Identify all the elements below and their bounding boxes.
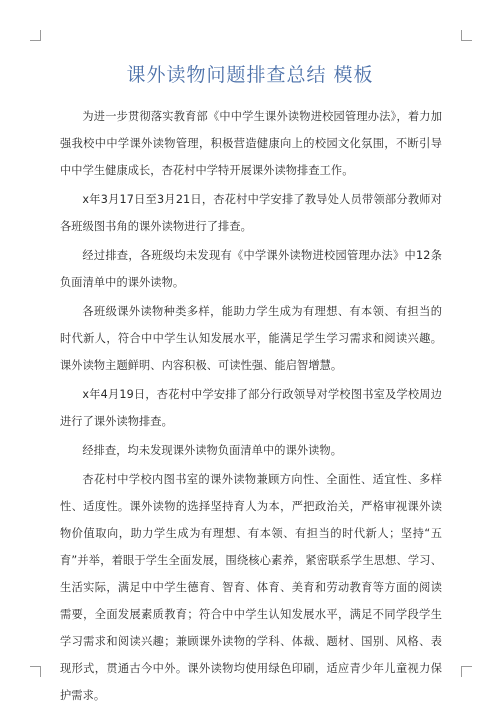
crop-mark-bottom-left [30, 666, 41, 677]
crop-mark-top-left [30, 30, 41, 41]
paragraph-5: x年4月19日，杏花村中学安排了部分行政领导对学校图书室及学校周边进行了课外读物排查。 [60, 388, 442, 428]
paragraph-3: 经过排查，各班级均未发现有《中学课外读物进校园管理办法》中12条负面清单中的课外读物。 [60, 249, 442, 289]
crop-mark-top-right [461, 30, 472, 41]
crop-mark-bottom-right [461, 666, 472, 677]
paragraph-6: 经排查，均未发现课外读物负面清单中的课外读物。 [82, 444, 343, 457]
paragraph-4: 各班级课外读物种类多样，能助力学生成为有理想、有本领、有担当的时代新人，符合中中学生认知发展水平，能满足学生学习需求和阅读兴趣。课外读物主题鲜明、内容积极、可读性强、能启智增慧。 [60, 305, 442, 372]
paragraph-2: x年3月17日至3月21日，杏花村中学安排了教导处人员带领部分教师对各班级图书角的课外读物进行了排查。 [60, 193, 442, 233]
paragraph-1: 为进一步贯彻落实教育部《中中学生课外读物进校园管理办法》，着力加强我校中中学课外读物管理，积极营造健康向上的校园文化氛围，不断引导中中学生健康成长，杏花村中学特开展课外读物排查工作。 [60, 110, 442, 177]
document-body [60, 103, 442, 711]
paragraph-7: 杏花村中学校内图书室的课外读物兼顾方向性、全面性、适宜性、多样性、适度性。课外读物的选择坚持育人为本，严把政治关，严格审视课外读物价值取向，助力学生成为有理想、有本领、有担当的时代新人；坚持“五育”并举，着眼于学生全面发展，围绕核心素养，紧密联系学生思想、学习、生活实际，满足中中学生德育、智育、体育、美育和劳动教育等方面的阅读需要，全面发展素质教育；符合中中学生认知发展水平，满足不同学段学生学习需求和阅读兴趣；兼顾课外读物的学科、体裁、题材、国别、风格、表现形式，贯通古今中外。课外读物均使用绿色印刷，适应青少年儿童视力保护需求。 [60, 473, 442, 702]
document-title: 课外读物问题排查总结 模板 [126, 64, 374, 86]
